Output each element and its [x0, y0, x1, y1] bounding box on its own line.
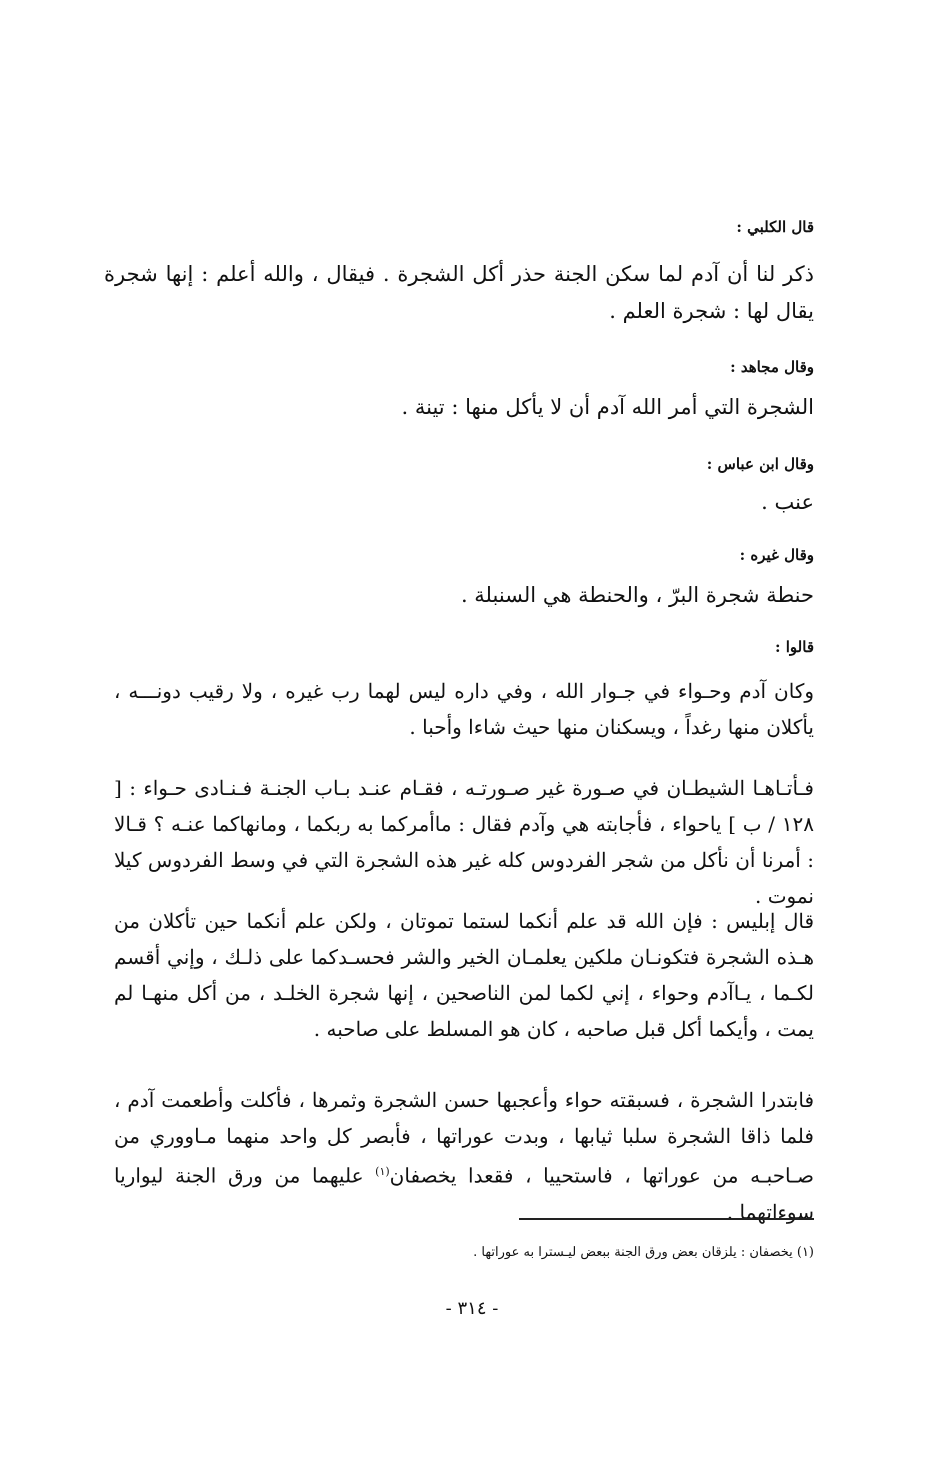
paragraph-2: قال إبليس : فإن الله قد علم أنكما لستما تموتان ، ولكن علم أنكما حين تأكلان من هـذه الشجرة فتكونـان ملكين يعلمـان الخير والشر فحسـدكما على ذلـك ، وإني أقسم لكـما ، يـاآدم وحواء ، إني لكما لمن الناصحين ، إنها شجرة الخلـد ، من أكل منهـا لم يمت ، وأيكما أكل قبل صاحبه ، كان هو المسلط على صاحبه .	[114, 909, 814, 1041]
text-ibn-abbas: عنب .	[761, 490, 814, 514]
footnote-marker[interactable]: (١)	[375, 1165, 390, 1178]
speaker-ghayruh: وقال غيره :	[739, 546, 814, 564]
text-ghayruh: حنطة شجرة البرّ ، والحنطة هي السنبلة .	[460, 583, 814, 607]
speaker-mujahid: وقال مجاهد :	[730, 358, 814, 376]
paragraph-3-text-before: فابتدرا الشجرة ، فسبقته حواء وأعجبها حسن الشجرة وثمرها ، فأكلت وأطعمت آدم ، فلما ذاقا الشجرة سلبا ثيابها ، وبدت عوراتها ، فأبصر كل واحد منهما مـاووري من صـاحبـه من عوراتها ، فاستحييا ، فقعدا يخصفان	[114, 1088, 814, 1188]
speaker-kalbi: قال الكلبي :	[736, 218, 814, 236]
paragraph-1: فـأتـاهـا الشيطـان في صـورة غير صـورتـه ، فقـام عنـد بـاب الجنـة فـنـادى حـواء : [ ١٢٨ / ب ] ياحواء ، فأجابته هي وآدم فقال : ماأمركما به ربكما ، ومانهاكما عنـه ؟ قـالا : أمرنا أن نأكل من شجر الفردوس كله غير هذه الشجرة التي في وسط الفردوس كيلا نموت .	[114, 776, 814, 908]
speaker-ibn-abbas: وقال ابن عباس :	[706, 455, 814, 473]
text-kalbi: ذكر لنا أن آدم لما سكن الجنة حذر أكل الشجرة . فيقال ، والله أعلم : إنها شجرة يقال لها : شجرة العلم .	[104, 262, 814, 323]
speaker-qalu: قالوا :	[775, 638, 814, 656]
page-number: - ٣١٤ -	[445, 1298, 499, 1319]
paragraph-3-text-after: عليهما من ورق الجنة ليواريا سوءاتهما .	[114, 1163, 814, 1224]
text-qalu: وكان آدم وحـواء في جـوار الله ، وفي داره ليس لهما رب غيره ، ولا رقيب دونـــه ، يأكلان منها رغداً ، ويسكنان منها حيث شاءا وأحبا .	[114, 679, 814, 739]
paragraph-3	[114, 1082, 814, 1230]
footnote-divider	[519, 1218, 814, 1220]
text-mujahid: الشجرة التي أمر الله آدم أن لا يأكل منها : تينة .	[401, 395, 814, 419]
footnote: (١) يخصفان : يلزقان بعض ورق الجنة ببعض ليـسترا به عوراتها .	[473, 1245, 814, 1260]
